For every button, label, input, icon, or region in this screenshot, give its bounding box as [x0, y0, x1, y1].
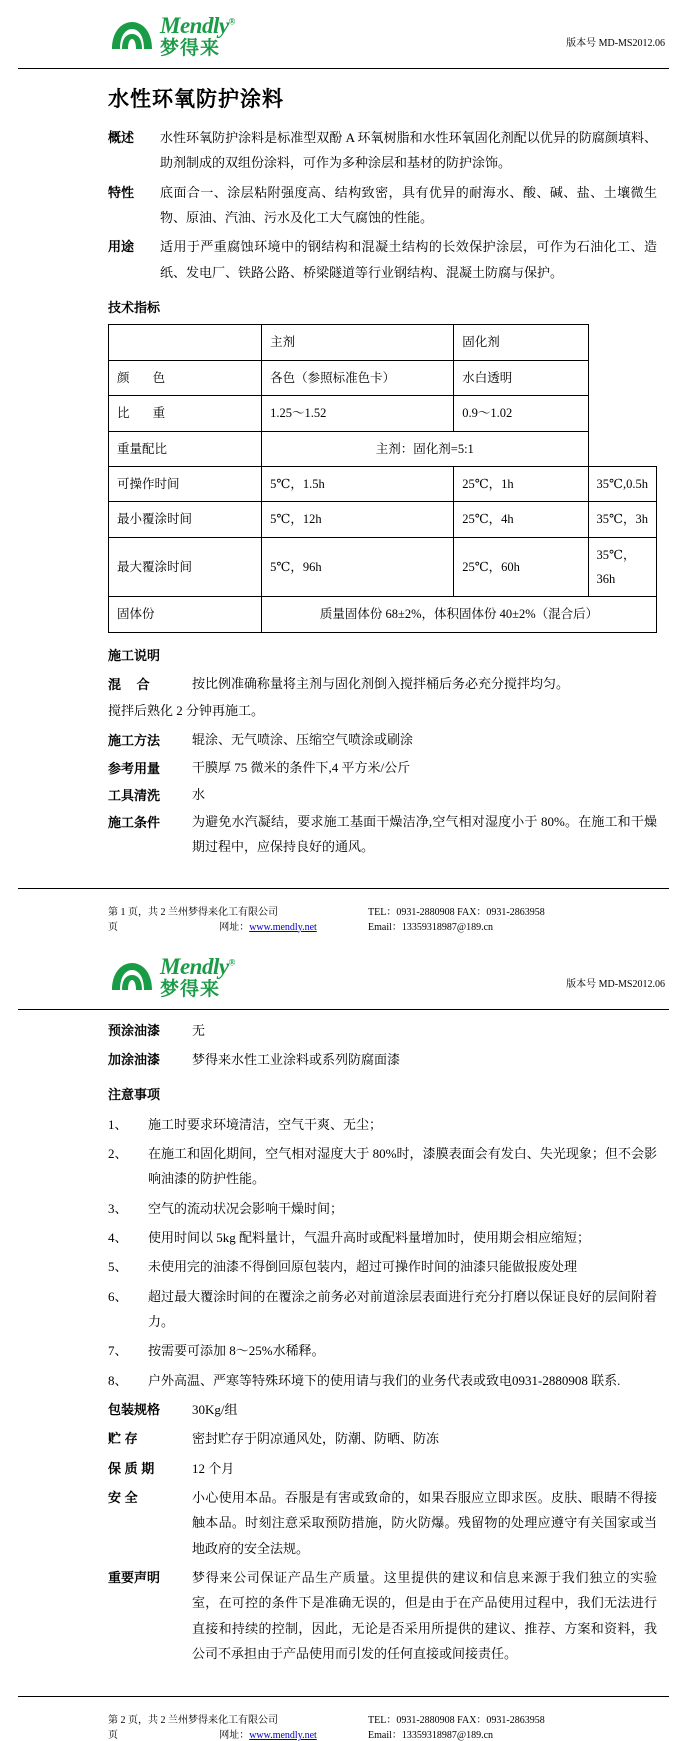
note-1-text: 施工时要求环境清洁，空气干爽、无尘；: [148, 1116, 383, 1132]
row-color-hardener: 水白透明: [454, 360, 588, 395]
section-features-text: 底面合一、涂层粘附强度高、结构致密，具有优异的耐海水、酸、碱、盐、土壤微生物、原油、汽油、污水及化工大气腐蚀的性能。: [160, 184, 657, 226]
note-5-text: 未使用完的油漆不得倒回原包装内，超过可操作时间的油漆只能做报废处理: [148, 1259, 578, 1275]
page2-footer-info: [168, 1711, 669, 1741]
note-1-number: 1、: [108, 1116, 128, 1132]
construction-mixing-label: 混 合: [108, 677, 156, 693]
row-pot-life-5c: 5℃，1.5h: [262, 466, 454, 501]
notes-list: [108, 1112, 657, 1393]
header-divider-1: [18, 68, 669, 69]
table-row: [109, 431, 657, 466]
footer-web-label-2: 网址：: [219, 1730, 250, 1741]
section-features: [108, 180, 657, 231]
section-features-label: 特性: [108, 184, 135, 200]
page1-number: 第 1 页，共 2 页: [108, 906, 166, 933]
table-header-hardener: 固化剂: [454, 325, 588, 360]
footer-tel-2: TEL：0931-2880908 FAX：0931-2863958: [368, 1715, 545, 1727]
brand-name-en-2: Mendly®: [160, 953, 235, 979]
brand-text: [160, 14, 235, 58]
brand-name-cn-2: 梦得来: [160, 978, 221, 1000]
row-pot-life-label: 可操作时间: [109, 466, 262, 501]
row-safety: [108, 1485, 657, 1561]
logo-mark-icon: [110, 19, 156, 53]
registered-mark-icon-2: ®: [228, 956, 235, 967]
table-row: [109, 396, 657, 431]
row-pot-life-25c: 25℃，1h: [454, 466, 588, 501]
footer-line-1-p2: [168, 1711, 669, 1726]
page2-content: [0, 1010, 687, 1667]
page1-footer-info: [168, 903, 669, 933]
logo-mark-icon-2: [110, 960, 156, 994]
note-7-number: 7、: [108, 1343, 128, 1359]
list-item: [108, 1368, 657, 1393]
row-ratio-value: 主剂：固化剂=5:1: [262, 431, 588, 466]
section-uses-label: 用途: [108, 239, 135, 255]
page-separator: [0, 933, 687, 941]
row-min-recoat-5c: 5℃，12h: [262, 502, 454, 537]
construction-heading: 施工说明: [108, 647, 161, 663]
construction-cleaning: [108, 783, 657, 808]
row-shelf-life-text: 12 个月: [192, 1460, 235, 1476]
registered-mark-icon: ®: [228, 16, 235, 27]
note-6-number: 6、: [108, 1288, 128, 1304]
footer-web-link-1[interactable]: www.mendly.net: [249, 921, 317, 933]
version-label-page2: 版本号 MD-MS2012.06: [566, 978, 665, 990]
row-max-recoat-label: 最大覆涂时间: [109, 537, 262, 597]
page2-footer: [18, 1707, 669, 1741]
row-disclaimer: [108, 1565, 657, 1666]
version-label-page1: 版本号 MD-MS2012.06: [566, 38, 665, 49]
page2-number: 第 2 页，共 2 页: [108, 1715, 166, 1741]
table-row: [109, 597, 657, 632]
row-color-base: 各色（参照标准色卡）: [262, 360, 454, 395]
row-pre-coat-label: 预涂油漆: [108, 1022, 161, 1038]
note-4-number: 4、: [108, 1229, 128, 1245]
footer-web-link-2[interactable]: www.mendly.net: [249, 1730, 317, 1741]
row-packaging-text: 30Kg/组: [192, 1402, 238, 1418]
footer-line-2-p2: [168, 1726, 669, 1741]
page1-content: [0, 125, 687, 860]
footer-email-2: Email：13359318987@189.cn: [368, 1730, 494, 1741]
row-density-label: 比 重: [109, 396, 262, 431]
note-2-text: 在施工和固化期间，空气相对湿度大于 80%时，漆膜表面会有发白、失光现象；但不会影响油漆的防护性能。: [148, 1145, 657, 1187]
footer-company-1: 兰州梦得来化工有限公司: [168, 906, 278, 918]
page2-header: [0, 951, 687, 1009]
row-max-recoat-35c: 35℃，36h: [588, 537, 656, 597]
construction-mixing-note: 搅拌后熟化 2 分钟再施工。: [108, 703, 265, 719]
brand-logo-2: [110, 955, 235, 999]
spec-table: [108, 324, 657, 632]
row-pre-coat-text: 无: [192, 1022, 206, 1038]
note-3-number: 3、: [108, 1200, 128, 1216]
note-3-text: 空气的流动状况会影响干燥时间；: [148, 1200, 344, 1216]
construction-mixing: [108, 672, 657, 697]
construction-conditions-text: 为避免水汽凝结，要求施工基面干燥洁净,空气相对湿度小于 80%。在施工和干燥期过程中，应保持良好的通风。: [192, 814, 657, 854]
footer-divider-2: [18, 1696, 669, 1697]
row-density-base: 1.25～1.52: [262, 396, 454, 431]
row-packaging-label: 包装规格: [108, 1402, 161, 1418]
note-8-text: 户外高温、严寒等特殊环境下的使用请与我们的业务代表或致电0931-2880908 联系.: [148, 1372, 621, 1388]
construction-conditions: [108, 810, 657, 859]
list-item: [108, 1112, 657, 1137]
footer-email-1: Email：13359318987@189.cn: [368, 921, 494, 933]
page-title: 水性环氧防护涂料: [108, 88, 284, 111]
row-shelf-life-label: 保 质 期: [108, 1460, 155, 1476]
row-storage-label: 贮 存: [108, 1431, 138, 1447]
row-min-recoat-25c: 25℃，4h: [454, 502, 588, 537]
page-header: [0, 10, 687, 68]
row-top-coat-label: 加涂油漆: [108, 1051, 161, 1067]
footer-company-2: 兰州梦得来化工有限公司: [168, 1715, 278, 1727]
construction-mixing-text: 按比例准确称量将主剂与固化剂倒入搅拌桶后务必充分搅拌均匀。: [192, 676, 570, 692]
page2-spacer: [0, 1670, 687, 1696]
row-disclaimer-text: 梦得来公司保证产品生产质量。这里提供的建议和信息来源于我们独立的实验室，在可控的条件下是准确无误的，但是由于在产品使用过程中，我们无法进行直接和持续的控制，因此，无论是否采用所提供的建议、推荐、方案和资料，我公司不承担由于产品使用而引发的任何直接或间接责任。: [192, 1570, 657, 1662]
note-7-text: 按需要可添加 8～25%水稀释。: [148, 1343, 325, 1359]
row-disclaimer-label: 重要声明: [108, 1570, 161, 1586]
spec-table-heading: 技术指标: [108, 300, 161, 316]
table-header-row: [109, 325, 657, 360]
construction-method-label: 施工方法: [108, 733, 161, 749]
section-overview-label: 概述: [108, 130, 135, 145]
row-max-recoat-5c: 5℃，96h: [262, 537, 454, 597]
list-item: [108, 1196, 657, 1221]
construction-method-text: 辊涂、无气喷涂、压缩空气喷涂或刷涂: [192, 732, 414, 748]
list-item: [108, 1254, 657, 1279]
footer-web-2: [168, 1726, 368, 1741]
footer-web-1: [168, 918, 368, 933]
construction-coverage: [108, 756, 657, 781]
row-storage: [108, 1426, 657, 1451]
row-top-coat: [108, 1047, 657, 1072]
brand-name-cn: 梦得来: [160, 38, 221, 59]
section-overview-text: 水性环氧防护涂料是标准型双酚 A 环氧树脂和水性环氧固化剂配以优异的防腐颜填料、助剂制成的双组份涂料，可作为多种涂层和基材的防护涂饰。: [160, 130, 657, 171]
row-max-recoat-25c: 25℃，60h: [454, 537, 588, 597]
footer-line-1: [168, 903, 669, 918]
document-page-2: [0, 941, 687, 1741]
page1-spacer: [0, 862, 687, 888]
brand-name-en: Mendly®: [160, 13, 235, 38]
list-item: [108, 1225, 657, 1250]
brand-logo: [110, 14, 235, 58]
note-4-text: 使用时间以 5kg 配料量计，气温升高时或配料量增加时，使用期会相应缩短；: [148, 1229, 591, 1245]
row-solids-label: 固体份: [109, 597, 262, 632]
construction-method: [108, 728, 657, 753]
row-ratio-label: 重量配比: [109, 431, 262, 466]
row-min-recoat-35c: 35℃，3h: [588, 502, 656, 537]
row-pre-coat: [108, 1018, 657, 1043]
construction-coverage-label: 参考用量: [108, 760, 161, 776]
note-5-number: 5、: [108, 1259, 128, 1275]
row-packaging: [108, 1397, 657, 1422]
footer-line-2: [168, 918, 669, 933]
construction-conditions-label: 施工条件: [108, 815, 161, 831]
list-item: [108, 1141, 657, 1192]
table-header-base: 主剂: [262, 325, 454, 360]
notes-heading: 注意事项: [108, 1087, 161, 1103]
footer-web-label-1: 网址：: [219, 921, 250, 933]
row-storage-text: 密封贮存于阴凉通风处，防潮、防晒、防冻: [192, 1431, 440, 1447]
row-shelf-life: [108, 1456, 657, 1481]
section-overview: [108, 125, 657, 176]
row-min-recoat-label: 最小覆涂时间: [109, 502, 262, 537]
row-safety-label: 安 全: [108, 1490, 138, 1506]
row-top-coat-text: 梦得来水性工业涂料或系列防腐面漆: [192, 1051, 401, 1067]
brand-text-2: [160, 955, 235, 999]
row-color-label: 颜 色: [109, 360, 262, 395]
footer-divider-1: [18, 888, 669, 889]
table-row: [109, 360, 657, 395]
row-pot-life-35c: 35℃,0.5h: [588, 466, 656, 501]
page1-footer: [18, 899, 669, 933]
row-density-hardener: 0.9～1.02: [454, 396, 588, 431]
row-solids-value: 质量固体份 68±2%，体积固体份 40±2%（混合后）: [262, 597, 657, 632]
construction-block: [108, 672, 657, 859]
note-8-number: 8、: [108, 1372, 128, 1388]
table-row: [109, 502, 657, 537]
construction-coverage-text: 干膜厚 75 微米的条件下,4 平方米/公斤: [192, 759, 411, 775]
section-uses: [108, 234, 657, 285]
table-row: [109, 537, 657, 597]
note-2-number: 2、: [108, 1145, 128, 1161]
row-safety-text: 小心使用本品。吞服是有害或致命的，如果吞服应立即求医。皮肤、眼睛不得接触本品。时刻注意采取预防措施，防火防爆。残留物的处理应遵守有关国家或当地政府的安全法规。: [192, 1490, 657, 1556]
table-header-blank: [109, 325, 262, 360]
construction-cleaning-text: 水: [192, 786, 206, 802]
list-item: [108, 1284, 657, 1335]
section-uses-text: 适用于严重腐蚀环境中的钢结构和混凝土结构的长效保护涂层，可作为石油化工、造纸、发电厂、铁路公路、桥梁隧道等行业钢结构、混凝土防腐与保护。: [160, 239, 657, 280]
table-row: [109, 466, 657, 501]
list-item: [108, 1338, 657, 1363]
footer-tel-1: TEL：0931-2880908 FAX：0931-2863958: [368, 906, 545, 918]
note-6-text: 超过最大覆涂时间的在覆涂之前务必对前道涂层表面进行充分打磨以保证良好的层间附着力。: [148, 1288, 657, 1329]
construction-cleaning-label: 工具清洗: [108, 787, 161, 803]
